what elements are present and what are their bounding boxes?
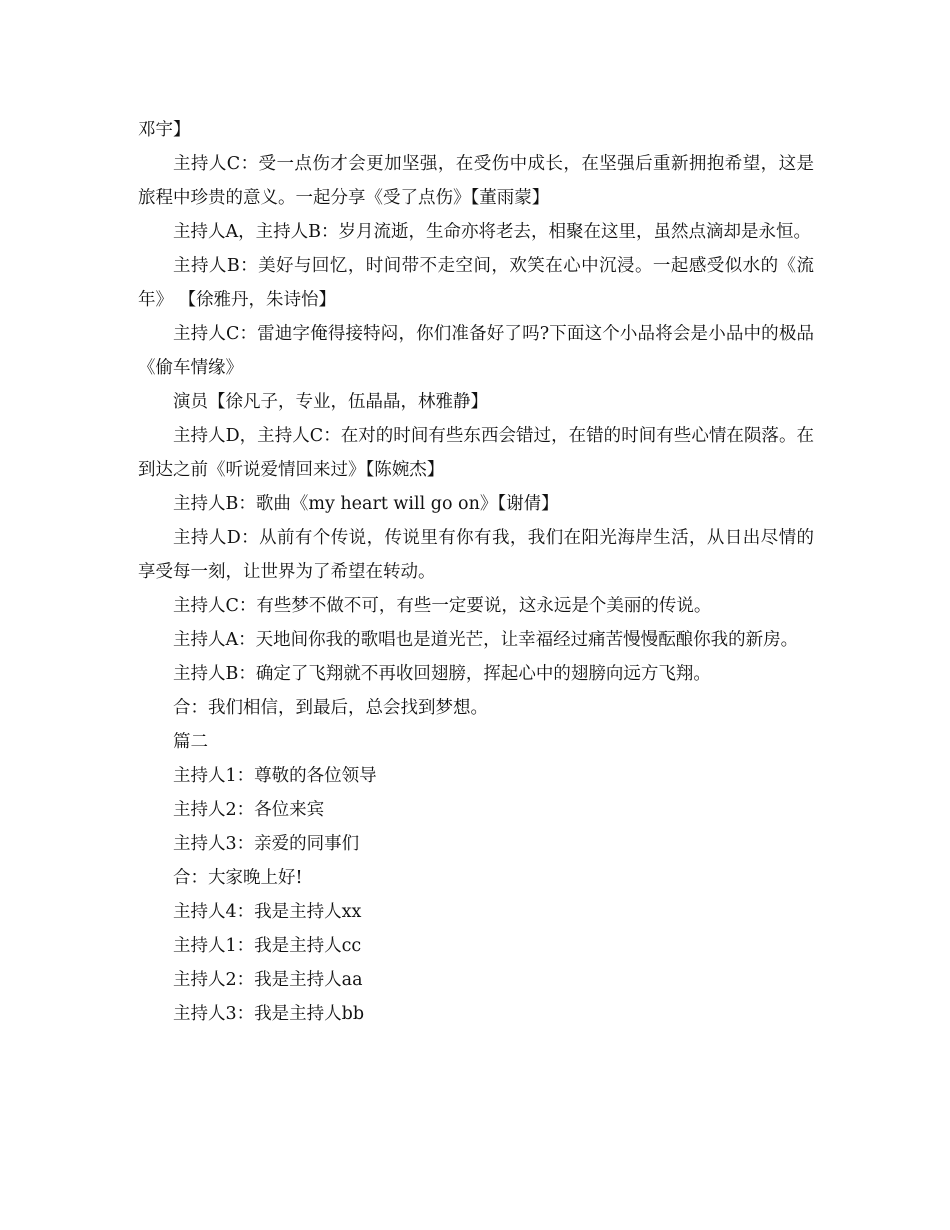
paragraph: 主持人2：我是主持人aa bbox=[173, 970, 363, 990]
paragraph: 演员【徐凡子，专业，伍晶晶，林雅静】 bbox=[173, 392, 488, 412]
paragraph: 主持人D：从前有个传说，传说里有你有我，我们在阳光海岸生活，从日出尽情的享受每一刻，让世界为了希望在转动。 bbox=[138, 528, 814, 582]
paragraph: 主持人A，主持人B：岁月流逝，生命亦将老去，相聚在这里，虽然点滴却是永恒。 bbox=[173, 222, 811, 242]
paragraph: 主持人1：尊敬的各位领导 bbox=[173, 766, 377, 786]
paragraph: 主持人C：雷迪字俺得接特闷，你们准备好了吗?下面这个小品将会是小品中的极品《偷车情缘》 bbox=[138, 324, 814, 378]
document-body bbox=[138, 113, 814, 1031]
paragraph: 合：大家晚上好! bbox=[173, 868, 303, 888]
paragraph: 主持人3：亲爱的同事们 bbox=[173, 834, 360, 854]
paragraph: 主持人D，主持人C：在对的时间有些东西会错过，在错的时间有些心情在陨落。在到达之前《听说爱情回来过》【陈婉杰】 bbox=[138, 426, 814, 480]
paragraph: 主持人2：各位来宾 bbox=[173, 800, 325, 820]
paragraph: 主持人4：我是主持人xx bbox=[173, 902, 362, 922]
paragraph-continuation: 邓宇】 bbox=[138, 120, 191, 140]
paragraph: 合：我们相信，到最后，总会找到梦想。 bbox=[173, 698, 488, 718]
paragraph: 主持人3：我是主持人bb bbox=[173, 1004, 365, 1024]
paragraph: 主持人A：天地间你我的歌唱也是道光芒，让幸福经过痛苦慢慢酝酿你我的新房。 bbox=[173, 630, 799, 650]
paragraph: 主持人C：有些梦不做不可，有些一定要说，这永远是个美丽的传说。 bbox=[173, 596, 712, 616]
paragraph: 主持人1：我是主持人cc bbox=[173, 936, 362, 956]
section-heading: 篇二 bbox=[173, 732, 208, 752]
paragraph: 主持人C：受一点伤才会更加坚强，在受伤中成长，在坚强后重新拥抱希望，这是旅程中珍贵的意义。一起分享《受了点伤》【董雨蒙】 bbox=[138, 154, 814, 208]
paragraph: 主持人B：歌曲《my heart will go on》【谢倩】 bbox=[173, 494, 559, 514]
paragraph: 主持人B：确定了飞翔就不再收回翅膀，挥起心中的翅膀向远方飞翔。 bbox=[173, 664, 711, 684]
paragraph: 主持人B：美好与回忆，时间带不走空间，欢笑在心中沉浸。一起感受似水的《流年》 【徐雅丹，朱诗怡】 bbox=[138, 256, 814, 310]
